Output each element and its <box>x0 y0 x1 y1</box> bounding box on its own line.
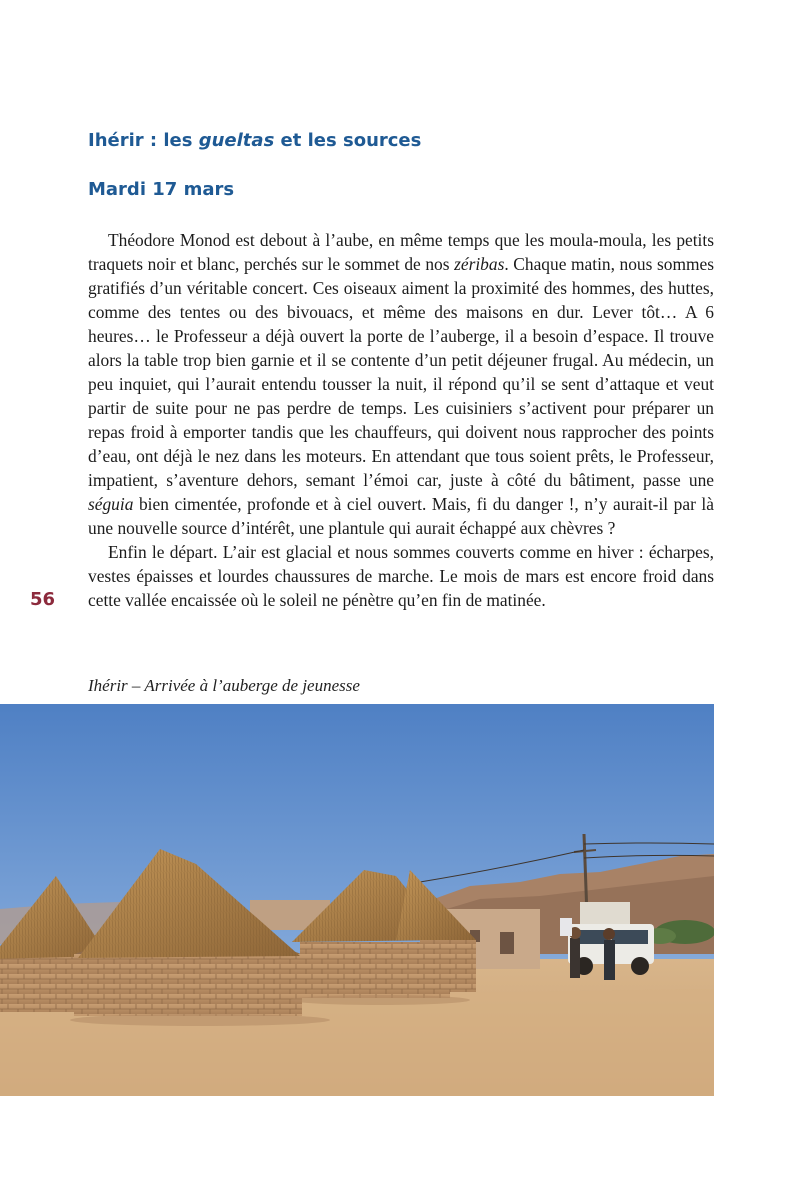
italic-term: zéribas <box>454 254 505 274</box>
photo-caption: Ihérir – Arrivée à l’auberge de jeunesse <box>88 676 360 695</box>
date-heading: Mardi 17 mars <box>88 179 235 200</box>
body-text <box>88 228 714 612</box>
body-paragraph <box>88 540 714 612</box>
text-run: Théodore Monod est debout à l’aube, en même temps que les moula-moula, les petits traquets noir et blanc, perchés sur le sommet de nos <box>88 230 714 274</box>
text-run: . Chaque matin, nous sommes gratifiés d’un véritable concert. Ces oiseaux aiment la proximité des hommes, des huttes, comme des tentes ou des bivouacs, et même des maisons en dur. Lever tôt… A 6 heures… le Professeur a déjà ouvert la porte de l’auberge, il a besoin d’espace. Il trouve alors la table trop bien garnie et il se contente d’un petit déjeuner frugal. Au médecin, un peu inquiet, qui l’aurait entendu tousser la nuit, il répond qu’il se sent d’attaque et veut partir de suite pour ne pas perdre de temps. Les cuisiniers s’activent pour préparer un repas froid à emporter tandis que les chauffeurs, qui doivent nous rapprocher des points d’eau, ont déjà le nez dans les moteurs. En attendant que tous soient prêts, le Professeur, impatient, s’aventure dehors, semant l’émoi car, juste à côté du bâtiment, passe une <box>88 254 714 490</box>
section-title-italic: gueltas <box>198 130 275 151</box>
photo-auberge-huts <box>0 704 714 1096</box>
section-title: Ihérir : les gueltas et les sources <box>88 130 422 151</box>
italic-term: séguia <box>88 494 134 514</box>
text-run: Enfin le départ. L’air est glacial et nous sommes couverts comme en hiver : écharpes, vestes épaisses et lourdes chaussures de marche. Le mois de mars est encore froid dans cette vallée encaissée où le soleil ne pénètre qu’en fin de matinée. <box>88 542 714 610</box>
body-paragraph <box>88 228 714 540</box>
page-number: 56 <box>30 589 56 610</box>
text-run: bien cimentée, profonde et à ciel ouvert. Mais, fi du danger !, n’y aurait-il par là une nouvelle source d’intérêt, une plantule qui aurait échappé aux chèvres ? <box>88 494 714 538</box>
